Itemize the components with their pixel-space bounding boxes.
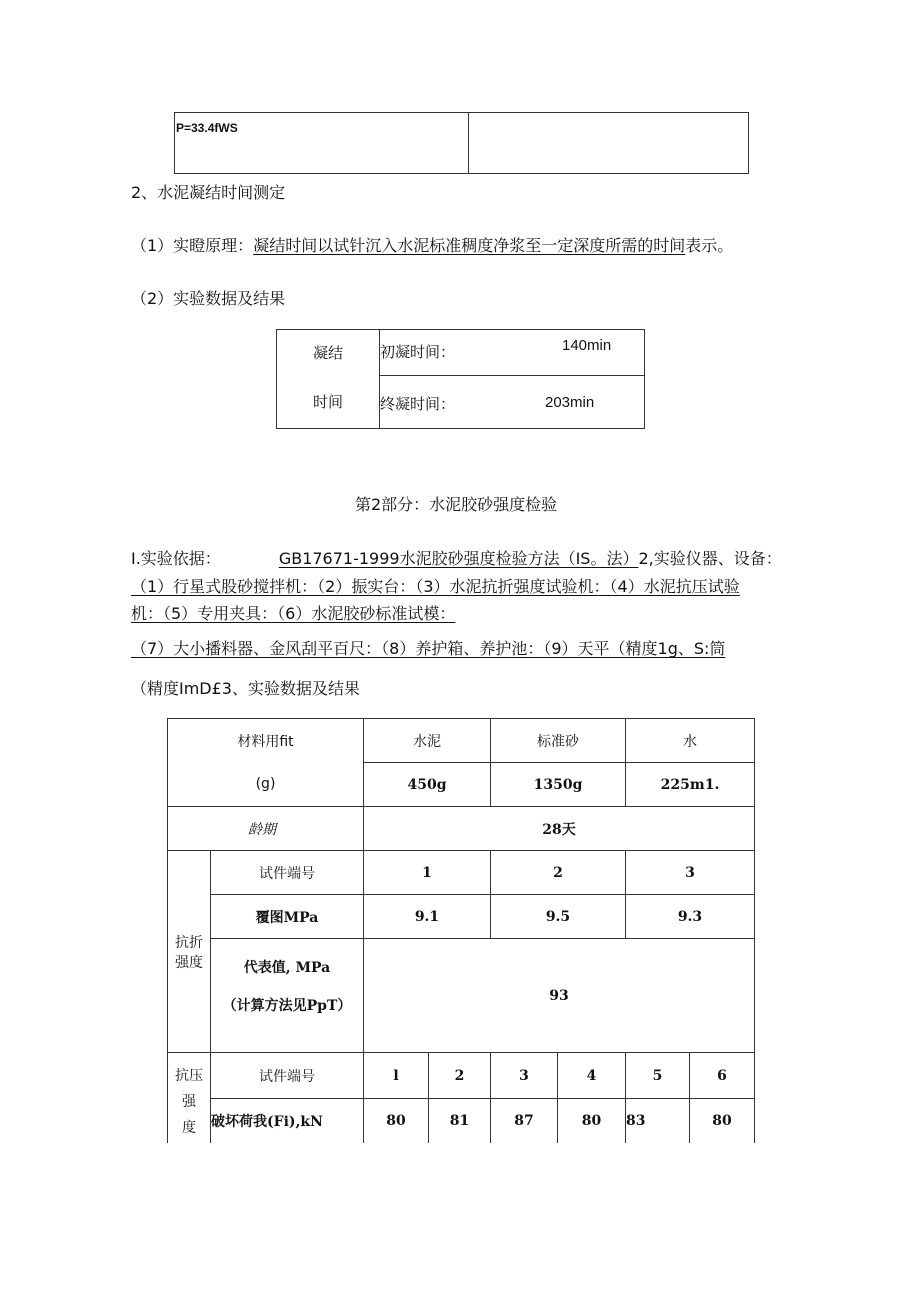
equipment-line-2: 机：（5）专用夹具：（6）水泥胶砂标准试模： [131,604,456,623]
comp-specimen-2: 2 [429,1053,491,1099]
col-sand: 标准砂 [491,719,626,763]
load-label: 破坏荷我(Fi),kN [211,1099,364,1143]
materials-label-1: 材料用fit [168,719,364,763]
load-value-4: 80 [558,1099,626,1143]
flex-strength-label: 覆图MPa [211,895,364,939]
basis-line [131,546,782,569]
specimen-no-label: 试件端号 [211,851,364,895]
col-cement: 水泥 [364,719,491,763]
basis-tail: 2,实验仪器、设备： [638,549,782,568]
comp-group-label-1: 抗压 [175,1068,203,1084]
comp-specimen-3: 3 [491,1053,558,1099]
load-value-5: 83 [626,1099,690,1143]
comp-specimen-1: l [364,1053,429,1099]
age-value: 28天 [364,807,755,851]
setting-time-table [276,329,645,429]
comp-group-label-2: 强 [182,1094,196,1110]
load-value-6: 80 [690,1099,755,1143]
principle-tail: 表示。 [685,236,734,255]
basis-label: I.实验依据： [131,549,221,568]
equipment-line-4: （精度ImD£3、实验数据及结果 [131,679,360,698]
val-cement: 450g [364,763,491,807]
flex-specimen-3: 3 [626,851,755,895]
comp-specimen-4: 4 [558,1053,626,1099]
flex-specimen-2: 2 [491,851,626,895]
section-heading: 2、水泥凝结时间测定 [131,183,286,202]
val-sand: 1350g [491,763,626,807]
flex-specimen-1: 1 [364,851,491,895]
flex-group-label: 抗折强度 [168,851,211,1053]
data-heading: （2）实验数据及结果 [131,289,286,308]
equipment-line-1: （1）行星式股砂搅拌机：（2）振实台：（3）水泥抗折强度试验机：（4）水泥抗压试验 [131,577,740,596]
initial-setting-label: 初凝时间： [380,343,456,361]
load-value-1: 80 [364,1099,429,1143]
val-water: 225m1. [626,763,755,807]
comp-group-label [168,1053,211,1143]
setting-row-label-1: 凝结 [277,330,380,376]
final-setting-label: 终凝时间： [380,395,456,414]
principle-paragraph [131,233,733,256]
final-setting-value: 203min [545,394,595,412]
materials-label-2: (g) [168,763,364,807]
top-table-cell-left: P=33.4fWS [175,113,469,174]
principle-label: （1）实瞪原理： [131,236,254,255]
part-title: 第2部分：水泥胶砂强度检验 [355,495,558,514]
rep-label-1: 代表值, MPa [211,939,364,995]
initial-setting-value: 140min [562,337,612,354]
load-value-2: 81 [429,1099,491,1143]
rep-value: 93 [364,939,755,1053]
col-water: 水 [626,719,755,763]
result-table-top [174,112,749,174]
flex-value-1: 9.1 [364,895,491,939]
top-table-cell-right [469,113,749,174]
setting-row-label-2: 时间 [277,376,380,429]
comp-specimen-5: 5 [626,1053,690,1099]
age-label: 龄期 [168,807,364,851]
load-value-3: 87 [491,1099,558,1143]
initial-setting-cell [380,330,645,376]
comp-specimen-label: 试件端号 [211,1053,364,1099]
comp-specimen-6: 6 [690,1053,755,1099]
flex-value-3: 9.3 [626,895,755,939]
principle-text: 凝结时间以试针沉入水泥标准稠度净浆至一定深度所需的时间 [253,236,686,255]
strength-table [167,718,755,1143]
flex-value-2: 9.5 [491,895,626,939]
basis-text: GB17671-1999水泥胶砂强度检验方法（IS。法） [278,549,639,568]
equipment-line-3: （7）大小播料器、金风刮平百尺：（8）养护箱、养护池：（9）天平（精度1g、S:筒 [131,639,726,658]
rep-label-2: （计算方法见PpT） [211,995,364,1053]
comp-group-label-3: 度 [182,1120,196,1136]
final-setting-cell [380,376,645,429]
